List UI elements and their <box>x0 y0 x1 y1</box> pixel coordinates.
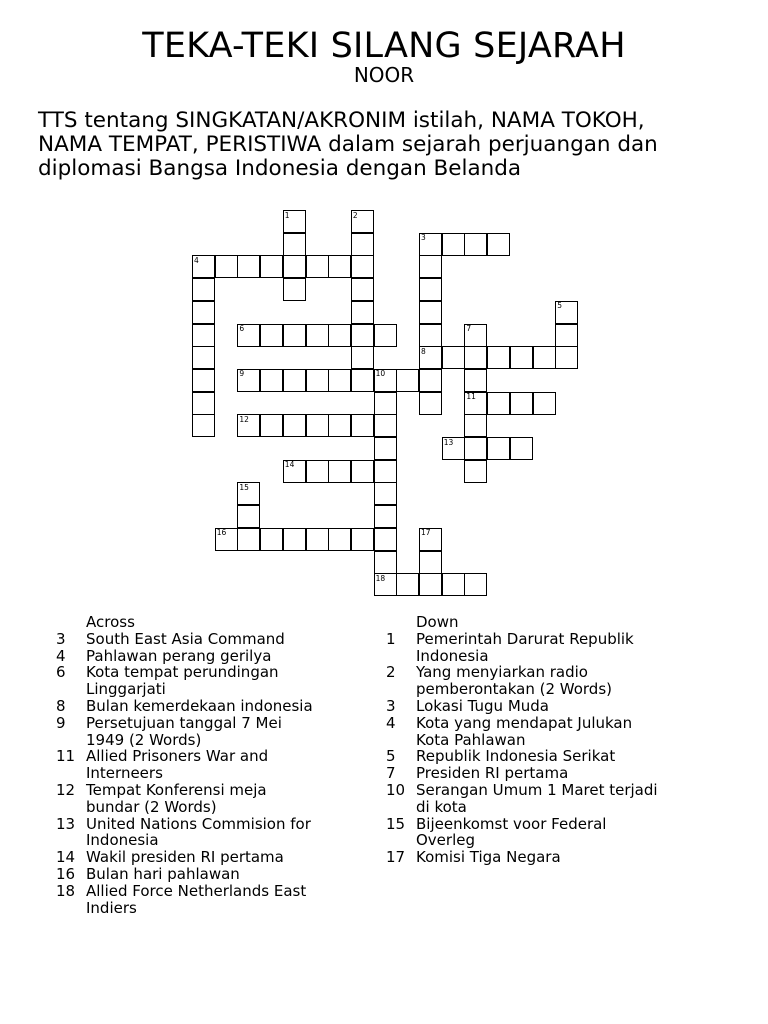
grid-cell[interactable] <box>396 369 419 392</box>
grid-cell[interactable] <box>510 346 533 369</box>
clue-number: 2 <box>352 210 358 220</box>
grid-cell[interactable] <box>283 278 306 301</box>
clue-number-label: 8 <box>56 696 66 715</box>
clue-number-label: 14 <box>56 848 76 867</box>
clue-item <box>52 849 322 866</box>
author-name: NOOR <box>353 63 415 87</box>
grid-cell[interactable] <box>192 346 215 369</box>
clue-item <box>52 782 322 816</box>
grid-cell[interactable] <box>328 255 351 278</box>
across-heading: Across <box>86 613 135 631</box>
grid-cell[interactable] <box>419 301 442 324</box>
grid-cell[interactable] <box>306 528 329 551</box>
clue-number: 14 <box>284 460 295 470</box>
clue-number: 17 <box>421 528 431 538</box>
grid-cell[interactable] <box>260 324 283 347</box>
grid-cell[interactable] <box>396 573 419 596</box>
grid-cell[interactable] <box>306 324 329 347</box>
clue-text: Presiden RI pertama <box>416 764 569 783</box>
grid-cell[interactable] <box>487 346 510 369</box>
clue-text: Yang menyiarkan radio pemberontakan (2 Words) <box>416 663 612 699</box>
grid-cell[interactable] <box>306 414 329 437</box>
clue-number-label: 16 <box>56 864 76 883</box>
grid-cell[interactable] <box>464 369 487 392</box>
grid-cell[interactable] <box>260 369 283 392</box>
clue-number: 11 <box>466 392 476 402</box>
clue-item <box>52 698 322 715</box>
clue-number: 12 <box>239 414 249 424</box>
down-heading: Down <box>416 613 459 631</box>
clue-text: Kota tempat perundingan Linggarjati <box>86 663 279 699</box>
grid-cell[interactable] <box>464 460 487 483</box>
clue-item <box>382 664 667 698</box>
grid-cell[interactable] <box>260 255 283 278</box>
clue-text: South East Asia Command <box>86 629 285 648</box>
grid-cell[interactable] <box>283 414 306 437</box>
grid-cell[interactable] <box>351 369 374 392</box>
grid-cell[interactable] <box>351 233 374 256</box>
grid-cell[interactable] <box>419 324 442 347</box>
grid-cell[interactable] <box>487 392 510 415</box>
clue-number-label: 18 <box>56 881 76 900</box>
clue-number: 10 <box>375 369 386 379</box>
grid-cell[interactable] <box>555 324 578 347</box>
grid-cell[interactable] <box>283 528 306 551</box>
clue-text: Kota yang mendapat Julukan Kota Pahlawan <box>416 713 633 749</box>
grid-cell[interactable] <box>237 528 260 551</box>
clue-number: 16 <box>216 528 227 538</box>
clue-item <box>382 631 667 665</box>
grid-cell[interactable] <box>464 437 487 460</box>
grid-cell[interactable] <box>328 324 351 347</box>
grid-cell[interactable] <box>260 414 283 437</box>
grid-cell[interactable] <box>442 233 465 256</box>
grid-cell[interactable] <box>555 346 578 369</box>
clue-item <box>382 715 667 749</box>
grid-cell[interactable] <box>260 528 283 551</box>
clue-text: Lokasi Tugu Muda <box>416 696 549 715</box>
grid-cell[interactable] <box>419 255 442 278</box>
clue-item <box>52 866 322 883</box>
grid-cell[interactable] <box>328 460 351 483</box>
down-clues <box>382 614 667 866</box>
grid-cell[interactable] <box>374 392 397 415</box>
grid-cell[interactable] <box>237 255 260 278</box>
clue-number-label: 10 <box>386 780 406 799</box>
clue-number: 6 <box>239 324 245 333</box>
clue-item <box>382 748 667 765</box>
grid-cell[interactable] <box>419 392 442 415</box>
grid-cell[interactable] <box>533 392 556 415</box>
grid-cell[interactable] <box>192 392 215 415</box>
grid-cell[interactable] <box>215 255 238 278</box>
clue-text: Bulan hari pahlawan <box>86 864 240 883</box>
grid-cell[interactable] <box>464 573 487 596</box>
grid-cell[interactable] <box>419 573 442 596</box>
page-title: TEKA-TEKI SILANG SEJARAH <box>142 26 626 66</box>
grid-cell[interactable] <box>237 505 260 528</box>
grid-cell[interactable] <box>192 301 215 324</box>
grid-cell[interactable] <box>192 414 215 437</box>
clue-text: Wakil presiden RI pertama <box>86 848 284 867</box>
clue-text: Tempat Konferensi meja bundar (2 Words) <box>86 780 267 816</box>
grid-cell[interactable] <box>487 437 510 460</box>
grid-cell[interactable] <box>419 278 442 301</box>
clue-text: Pahlawan perang gerilya <box>86 646 272 665</box>
clue-number-label: 3 <box>56 629 66 648</box>
clue-number: 18 <box>375 573 386 583</box>
grid-cell[interactable] <box>351 324 374 347</box>
clue-item <box>52 748 322 782</box>
clue-number: 15 <box>239 482 249 492</box>
clue-number: 8 <box>421 346 426 356</box>
clue-number-label: 5 <box>386 747 396 766</box>
clue-text: Pemerintah Darurat Republik Indonesia <box>416 629 634 665</box>
grid-cell[interactable] <box>374 437 397 460</box>
clue-text: Serangan Umum 1 Maret terjadi di kota <box>416 780 658 816</box>
clue-text: United Nations Commision for Indonesia <box>86 814 311 850</box>
clue-item <box>52 883 322 917</box>
clue-number-label: 12 <box>56 780 76 799</box>
grid-cell[interactable] <box>464 346 487 369</box>
grid-cell[interactable] <box>374 551 397 574</box>
clue-number-label: 11 <box>56 747 76 766</box>
clue-number: 13 <box>443 437 454 447</box>
grid-cell[interactable] <box>419 369 442 392</box>
clue-number-label: 13 <box>56 814 76 833</box>
grid-cell[interactable] <box>283 324 306 347</box>
clue-number-label: 7 <box>386 764 396 783</box>
clue-number: 4 <box>194 255 199 265</box>
down-clue-list <box>382 631 667 866</box>
grid-cell[interactable] <box>442 573 465 596</box>
grid-cell[interactable] <box>374 528 397 551</box>
clue-number-label: 1 <box>386 629 396 648</box>
clue-number: 9 <box>239 369 245 379</box>
clue-text: Allied Prisoners War and Interneers <box>86 747 269 783</box>
clue-item <box>382 816 667 850</box>
grid-cell[interactable] <box>351 255 374 278</box>
clue-number-label: 4 <box>56 646 66 665</box>
grid-cell[interactable] <box>283 255 306 278</box>
grid-cell[interactable] <box>487 233 510 256</box>
clue-item <box>52 664 322 698</box>
clue-text: Allied Force Netherlands East Indiers <box>86 881 307 917</box>
clue-item <box>382 765 667 782</box>
grid-cell[interactable] <box>351 460 374 483</box>
grid-cell[interactable] <box>328 414 351 437</box>
clue-text: Bijeenkomst voor Federal Overleg <box>416 814 607 850</box>
grid-cell[interactable] <box>306 460 329 483</box>
clue-text: Persetujuan tanggal 7 Mei 1949 (2 Words) <box>86 713 282 749</box>
clue-item <box>382 782 667 816</box>
grid-cell[interactable] <box>192 324 215 347</box>
clue-item <box>52 816 322 850</box>
grid-cell[interactable] <box>464 233 487 256</box>
clue-text: Komisi Tiga Negara <box>416 848 561 867</box>
grid-cell[interactable] <box>328 528 351 551</box>
clue-item <box>382 849 667 866</box>
across-clue-list <box>52 631 322 917</box>
across-clues <box>52 614 322 916</box>
clue-number-label: 3 <box>386 696 396 715</box>
grid-cell[interactable] <box>442 346 465 369</box>
clue-number: 5 <box>557 301 562 311</box>
grid-cell[interactable] <box>351 278 374 301</box>
grid-cell[interactable] <box>306 255 329 278</box>
clue-text: Bulan kemerdekaan indonesia <box>86 696 313 715</box>
clue-number-label: 9 <box>56 713 66 732</box>
clue-number: 3 <box>421 233 426 243</box>
grid-cell[interactable] <box>306 369 329 392</box>
clue-number-label: 2 <box>386 663 396 682</box>
grid-cell[interactable] <box>464 414 487 437</box>
grid-cell[interactable] <box>328 369 351 392</box>
clue-text: Republik Indonesia Serikat <box>416 747 616 766</box>
grid-cell[interactable] <box>419 551 442 574</box>
clue-item <box>382 698 667 715</box>
clue-item <box>52 631 322 648</box>
grid-cell[interactable] <box>510 437 533 460</box>
grid-cell[interactable] <box>374 414 397 437</box>
grid-cell[interactable] <box>351 528 374 551</box>
grid-cell[interactable] <box>192 278 215 301</box>
grid-cell[interactable] <box>351 414 374 437</box>
grid-cell[interactable] <box>283 369 306 392</box>
grid-cell[interactable] <box>192 369 215 392</box>
clue-number-label: 17 <box>386 848 406 867</box>
grid-cell[interactable] <box>283 233 306 256</box>
grid-cell[interactable] <box>374 460 397 483</box>
clue-number-label: 15 <box>386 814 406 833</box>
grid-cell[interactable] <box>533 346 556 369</box>
clue-number-label: 4 <box>386 713 396 732</box>
grid-cell[interactable] <box>374 482 397 505</box>
grid-cell[interactable] <box>510 392 533 415</box>
grid-cell[interactable] <box>374 324 397 347</box>
clue-number-label: 6 <box>56 663 66 682</box>
clue-item <box>52 648 322 665</box>
clue-number: 1 <box>284 210 290 220</box>
clue-number: 7 <box>466 324 472 333</box>
intro-text: TTS tentang SINGKATAN/AKRONIM istilah, NAMA TOKOH, NAMA TEMPAT, PERISTIWA dalam sejarah perjuangan dan diplomasi Bangsa Indonesia dengan Belanda <box>38 108 658 181</box>
grid-cell[interactable] <box>351 346 374 369</box>
clue-item <box>52 715 322 749</box>
grid-cell[interactable] <box>351 301 374 324</box>
grid-cell[interactable] <box>374 505 397 528</box>
